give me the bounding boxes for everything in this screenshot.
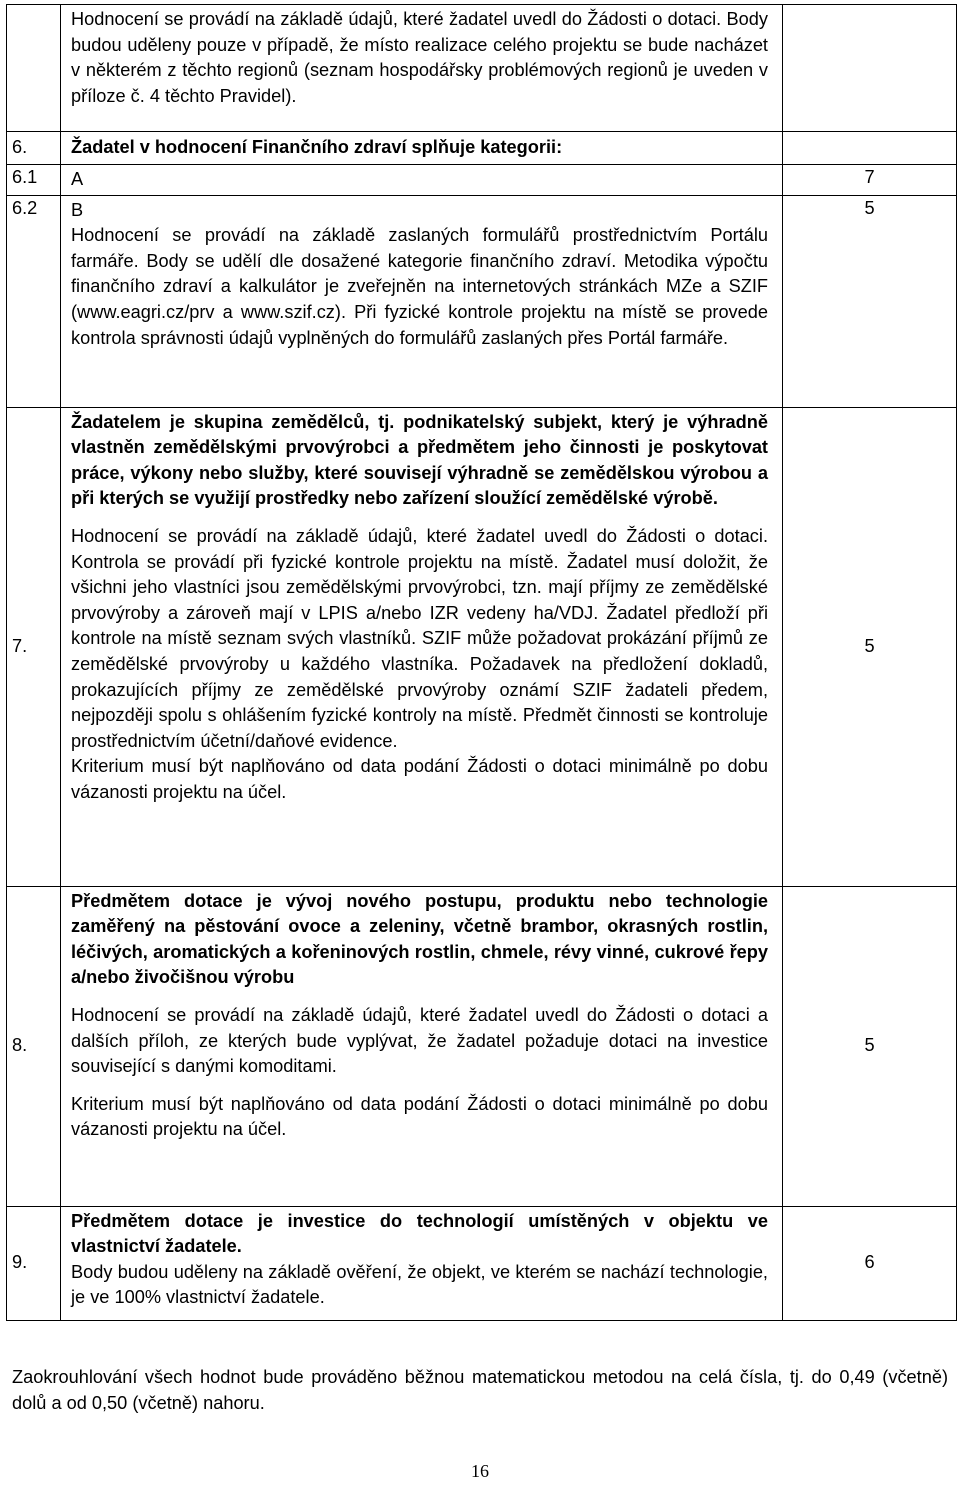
row-points-cell	[783, 132, 957, 165]
criterion-7-number: 7.	[7, 407, 61, 886]
table-row-6	[7, 132, 957, 165]
criterion-8-cell	[61, 886, 783, 1206]
criterion-9-title: Předmětem dotace je investice do technologií umístěných v objektu ve vlastnictví žadatele.	[71, 1210, 768, 1257]
criterion-9-description: Body budou uděleny na základě ověření, že objekt, ve kterém se nachází technologie, je ve 100% vlastnictví žadatele.	[71, 1261, 768, 1308]
table-row-6-2	[7, 195, 957, 407]
criterion-6-1-number: 6.1	[7, 165, 61, 196]
criterion-7-points: 5	[783, 407, 957, 886]
criterion-9-cell	[61, 1206, 783, 1320]
criterion-6-2-description: Hodnocení se provádí na základě zaslaných formulářů prostřednictvím Portálu farmáře. Body se udělí dle dosažené kategorie finančního zdraví. Metodika výpočtu finančního zdraví a kalkulátor je zveřejněn na internetových stránkách MZe a SZIF (www.eagri.cz/prv a www.szif.cz). Při fyzické kontrole projektu na místě se provede kontrola správnosti údajů vyplněných do formulářů zaslaných přes Portál farmáře.	[71, 225, 768, 348]
criterion-8-description: Hodnocení se provádí na základě údajů, které žadatel uvedl do Žádosti o dotaci a dalších příloh, ze kterých bude vyplývat, že žadatel požaduje dotaci na investice související s danými komoditami.	[71, 1004, 768, 1077]
table-row-7	[7, 407, 957, 886]
criterion-6-2-label: B	[71, 199, 84, 220]
row-text-cell	[61, 5, 783, 132]
table-row-6-1	[7, 165, 957, 196]
criterion-8-criterion-note: Kriterium musí být naplňováno od data podání Žádosti o dotaci minimálně po dobu vázanosti projektu na účel.	[71, 1093, 768, 1140]
criterion-6-1-points: 7	[783, 165, 957, 196]
criterion-7-cell	[61, 407, 783, 886]
criterion-7-criterion-note: Kriterium musí být naplňováno od data podání Žádosti o dotaci minimálně po dobu vázanosti projektu na účel.	[71, 756, 768, 802]
row-number-cell	[7, 5, 61, 132]
page-number: 16	[471, 1461, 489, 1481]
criterion-6-2-number: 6.2	[7, 195, 61, 407]
criterion-6-2-points: 5	[783, 195, 957, 407]
criterion-8-number: 8.	[7, 886, 61, 1206]
table-row-9	[7, 1206, 957, 1320]
criterion-8-points: 5	[783, 886, 957, 1206]
criterion-7-description: Hodnocení se provádí na základě údajů, které žadatel uvedl do Žádosti o dotaci. Kontrola se provádí při fyzické kontrole projektu na místě. Žadatel musí doložit, že všichni jeho vlastníci jsou zemědělskými prvovýrobci, tzn. mají příjmy ze zemědělské prvovýroby a zároveň mají v LPIS a/nebo IZR vedeny ha/VDJ. Žadatel předloží při kontrole na místě seznam svých vlastníků. SZIF může požadovat prokázání příjmů ze zemědělské prvovýroby u každého vlastníka. Požadavek na předložení dokladů, prokazujících příjmy ze zemědělské prvovýroby oznámí SZIF žadateli předem, nejpozději spolu s ohlášením fyzické kontroly na místě. Předmět činnosti se kontroluje prostřednictvím účetní/daňové evidence.	[71, 525, 768, 751]
criterion-6-title: Žadatel v hodnocení Finančního zdraví splňuje kategorii:	[71, 137, 563, 158]
criterion-9-points: 6	[783, 1206, 957, 1320]
criterion-6-cell	[61, 132, 783, 165]
criterion-6-number: 6.	[7, 132, 61, 165]
table-row-8	[7, 886, 957, 1206]
table-row-5-continued	[7, 5, 957, 132]
criterion-6-2-cell	[61, 195, 783, 407]
criterion-8-title: Předmětem dotace je vývoj nového postupu, produktu nebo technologie zaměřený na pěstování ovoce a zeleniny, včetně brambor, okrasných rostlin, léčivých, aromatických a kořeninových rostlin, chmele, révy vinné, cukrové řepy a/nebo živočišnou výrobu	[71, 890, 768, 988]
criteria-table	[6, 4, 957, 1321]
criterion-7-title: Žadatelem je skupina zemědělců, tj. podnikatelský subjekt, který je výhradně vlastněn zemědělskými prvovýrobci a předmětem jeho činnosti je poskytovat práce, výkony nebo služby, které souvisejí výhradně se zemědělskou výrobou a při kterých se využijí prostředky nebo zařízení sloužící zemědělské výrobě.	[71, 411, 768, 509]
criterion-9-number: 9.	[7, 1206, 61, 1320]
criterion-6-1-label: A	[61, 165, 783, 196]
row-points-cell	[783, 5, 957, 132]
criterion-5-description: Hodnocení se provádí na základě údajů, které žadatel uvedl do Žádosti o dotaci. Body budou uděleny pouze v případě, že místo realizace celého projektu se bude nacházet v některém z těchto regionů (seznam hospodářsky problémových regionů je uveden v příloze č. 4 těchto Pravidel).	[71, 9, 768, 106]
rounding-note: Zaokrouhlování všech hodnot bude prováděno běžnou matematickou metodou na celá čísla, tj. do 0,49 (včetně) dolů a od 0,50 (včetně) nahoru.	[12, 1367, 948, 1414]
